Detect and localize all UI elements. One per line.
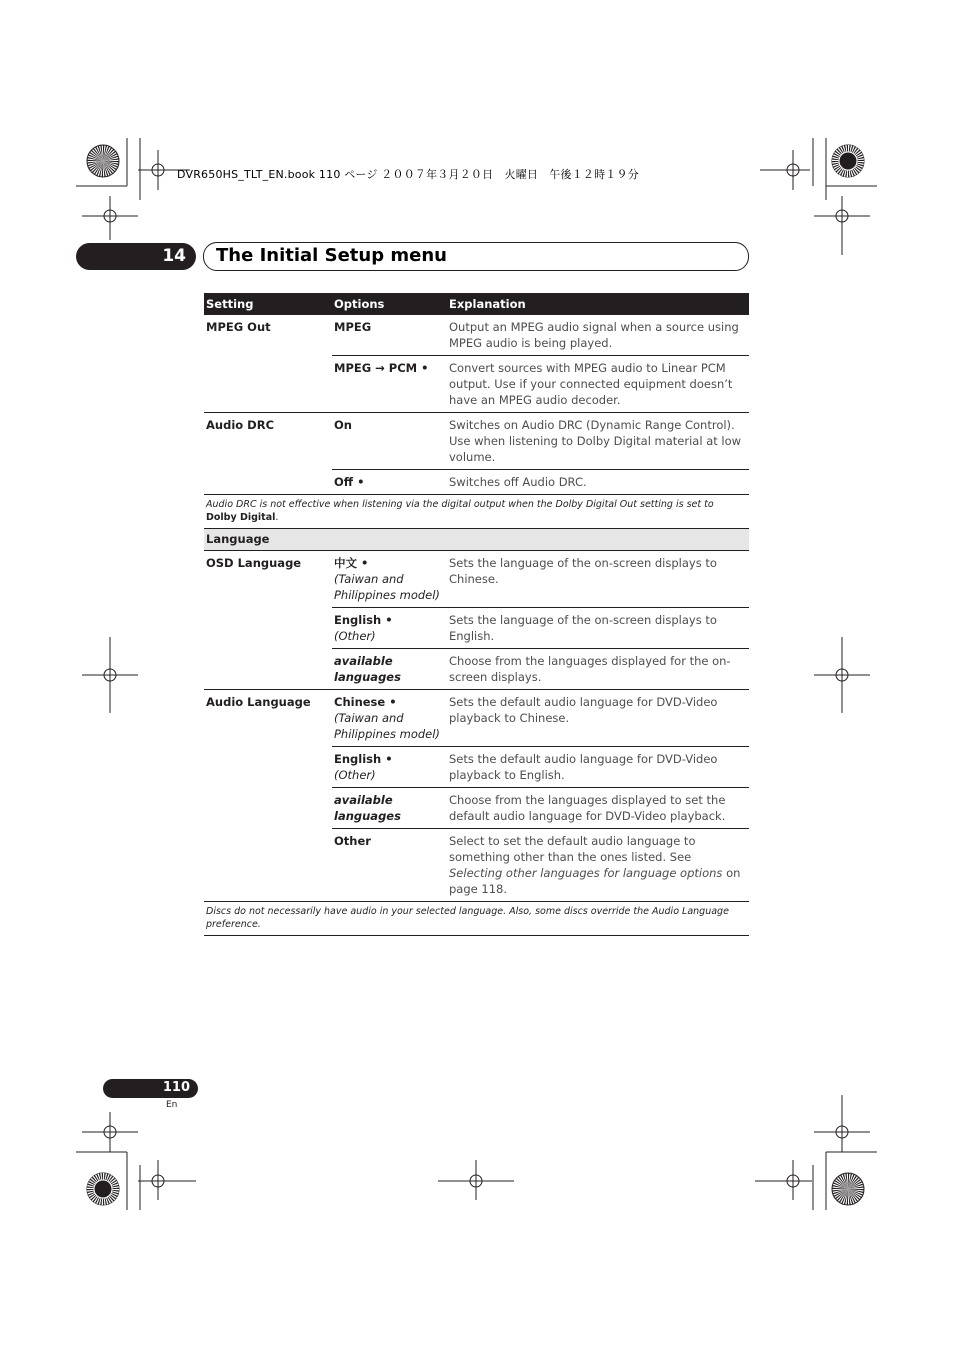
option-label: Chinese • [334,695,397,709]
table-row [204,413,749,470]
page-language: En [166,1100,178,1110]
starburst-dial [832,1173,864,1205]
setting-mpeg-out: MPEG Out [206,320,271,334]
explanation: Sets the default audio language for DVD-Video playback to Chinese. [447,690,749,747]
note-audio-language: Discs do not necessarily have audio in your selected language. Also, some discs override the Audio Language preference. [204,902,749,936]
option-note: (Taiwan and Philippines model) [334,711,440,741]
chapter-title-box [203,242,749,271]
explanation: Choose from the languages displayed for the on-screen displays. [447,649,749,690]
option [332,690,447,747]
explanation: Convert sources with MPEG audio to Linear PCM output. Use if your connected equipment doesn’t have an MPEG audio decoder. [447,356,749,413]
option-label: English • [334,613,393,627]
explanation: Output an MPEG audio signal when a source using MPEG audio is being played. [449,320,739,350]
option-note: (Taiwan and Philippines model) [334,572,440,602]
starburst-dial [87,145,119,177]
page-number: 110 [162,1080,190,1095]
note-text: Audio DRC is not effective when listening via the digital output when the Dolby Digital Out setting is set to [206,499,714,510]
explanation: Sets the language of the on-screen displays to Chinese. [447,551,749,608]
setting-osd-language: OSD Language [204,551,332,690]
note-audio-drc [204,495,749,529]
explanation: Switches off Audio DRC. [447,470,749,495]
explanation-text: Select to set the default audio language to something other than the ones listed. See [449,834,696,864]
explanation: Sets the language of the on-screen displays to English. [447,608,749,649]
chapter-tab [76,243,196,270]
setting-audio-drc: Audio DRC [204,413,332,495]
option: On [332,413,447,470]
explanation-text: on page 118. [449,866,741,896]
explanation [447,829,749,902]
starburst-dial [87,1173,119,1205]
explanation: Choose from the languages displayed to set the default audio language for DVD-Video playback. [447,788,749,829]
option: available languages [332,788,447,829]
note-bold: Dolby Digital [206,512,276,523]
table-note [204,495,749,529]
setting-audio-language: Audio Language [204,690,332,902]
explanation: Sets the default audio language for DVD-Video playback to English. [447,747,749,788]
table-row [204,315,749,356]
option: MPEG → PCM • [332,356,447,413]
option: Off • [332,470,447,495]
option: Other [332,829,447,902]
option-label: English • [334,752,393,766]
table-row [204,690,749,747]
note-end: . [275,512,279,523]
option [332,608,447,649]
option: MPEG [334,320,372,334]
chapter-number: 14 [162,246,186,266]
explanation: Switches on Audio DRC (Dynamic Range Control). Use when listening to Dolby Digital material at low volume. [447,413,749,470]
option [332,747,447,788]
header-explanation: Explanation [447,293,749,315]
option [332,551,447,608]
print-header: DVR650HS_TLT_EN.book 110 ページ ２００７年３月２０日 火曜日 午後１２時１９分 [177,168,639,181]
page-number-tab [103,1079,198,1098]
settings-table [204,293,749,936]
header-options: Options [332,293,447,315]
starburst-dial [832,145,864,177]
option-label: 中文 • [334,556,369,570]
section-row [204,529,749,551]
cross-reference: Selecting other languages for language options [449,866,723,880]
header-setting: Setting [204,293,332,315]
table-header-row [204,293,749,315]
table-note [204,902,749,936]
table-row [204,551,749,608]
chapter-title: The Initial Setup menu [216,245,447,266]
section-language: Language [204,529,749,551]
option-note: (Other) [334,768,376,782]
option: available languages [332,649,447,690]
option-note: (Other) [334,629,376,643]
